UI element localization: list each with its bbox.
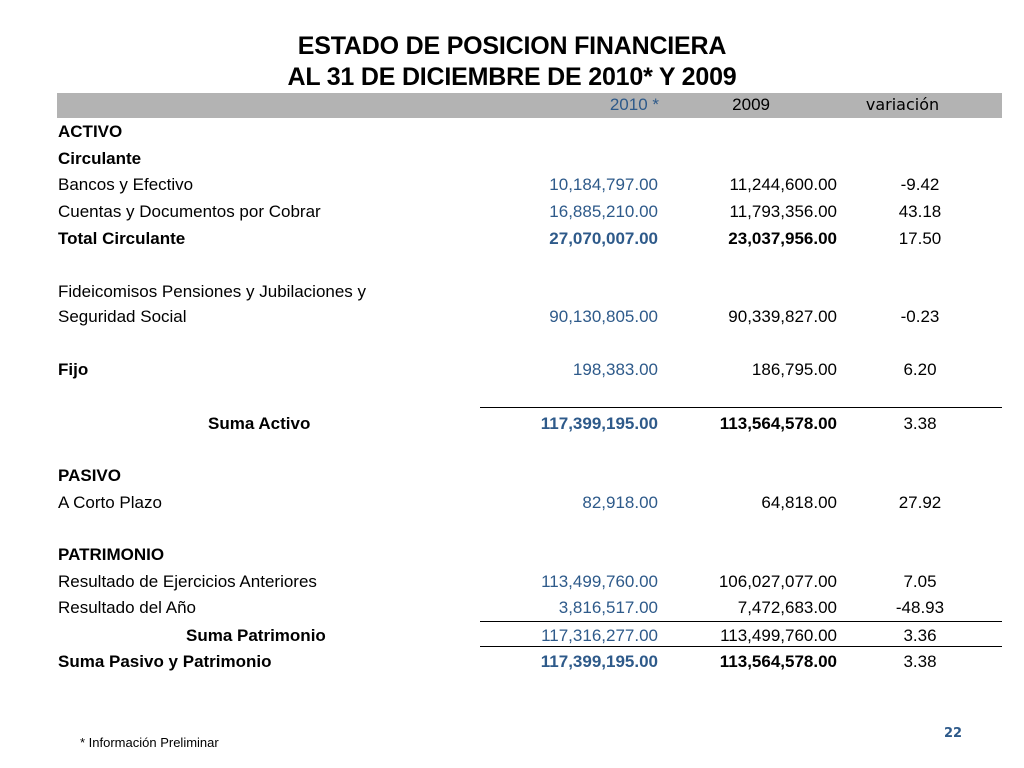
value-variacion: -48.93 xyxy=(895,598,945,617)
value-2009: 90,339,827.00 xyxy=(728,307,837,326)
value-variacion: 17.50 xyxy=(898,229,942,248)
row-label: PASIVO xyxy=(58,466,121,485)
row-label-line2: Seguridad Social xyxy=(58,307,187,326)
value-variacion: 3.38 xyxy=(903,652,937,671)
column-header-2010: 2010 * xyxy=(609,95,659,114)
row-label: Suma Patrimonio xyxy=(186,626,326,645)
value-2009: 113,564,578.00 xyxy=(719,652,837,671)
footnote: * Información Preliminar xyxy=(80,735,219,750)
row-label: Total Circulante xyxy=(58,229,186,248)
value-variacion: 7.05 xyxy=(903,572,937,591)
value-2009: 7,472,683.00 xyxy=(737,598,837,617)
page-title: ESTADO DE POSICION FINANCIERA xyxy=(297,32,727,60)
value-2010: 3,816,517.00 xyxy=(558,598,658,617)
row-label: Resultado del Año xyxy=(58,598,196,617)
value-2010: 117,399,195.00 xyxy=(540,414,658,433)
row-label: ACTIVO xyxy=(58,122,123,141)
page-subtitle: AL 31 DE DICIEMBRE DE 2010* Y 2009 xyxy=(287,63,737,91)
value-variacion: 6.20 xyxy=(903,360,937,379)
row-label: Bancos y Efectivo xyxy=(58,175,194,194)
row-label: Suma Pasivo y Patrimonio xyxy=(58,652,272,671)
row-label: A Corto Plazo xyxy=(58,493,162,512)
value-variacion: -9.42 xyxy=(900,175,940,194)
value-2010: 113,499,760.00 xyxy=(541,572,658,591)
value-2009: 11,793,356.00 xyxy=(729,202,837,221)
page-number: 22 xyxy=(944,726,963,741)
value-variacion: 3.38 xyxy=(903,414,937,433)
value-2010: 16,885,210.00 xyxy=(549,202,658,221)
column-header-variacion: variación xyxy=(865,95,940,114)
value-2009: 23,037,956.00 xyxy=(728,229,837,248)
row-label-line1: Fideicomisos Pensiones y Jubilaciones y xyxy=(58,282,367,301)
total-rule-pasivo-patrimonio xyxy=(480,646,1002,647)
row-label: Resultado de Ejercicios Anteriores xyxy=(58,572,317,591)
value-2010: 10,184,797.00 xyxy=(549,175,658,194)
value-2010: 27,070,007.00 xyxy=(549,229,658,248)
row-label: Fijo xyxy=(58,360,89,379)
value-variacion: 43.18 xyxy=(898,202,942,221)
row-label: Suma Activo xyxy=(208,414,311,433)
value-2009: 106,027,077.00 xyxy=(718,572,837,591)
row-label: Cuentas y Documentos por Cobrar xyxy=(58,202,321,221)
total-rule-patrimonio xyxy=(480,621,1002,622)
value-2009: 186,795.00 xyxy=(751,360,837,379)
value-2010: 198,383.00 xyxy=(572,360,658,379)
value-variacion: 3.36 xyxy=(903,626,937,645)
row-label: PATRIMONIO xyxy=(58,545,165,564)
value-2010: 117,399,195.00 xyxy=(540,652,658,671)
value-2010: 90,130,805.00 xyxy=(549,307,658,326)
column-header-2009: 2009 xyxy=(732,95,770,114)
value-2009: 113,499,760.00 xyxy=(720,626,837,645)
value-2009: 113,564,578.00 xyxy=(719,414,837,433)
value-2009: 64,818.00 xyxy=(761,493,837,512)
value-2010: 117,316,277.00 xyxy=(541,626,658,645)
value-2010: 82,918.00 xyxy=(582,493,658,512)
value-2009: 11,244,600.00 xyxy=(729,175,837,194)
total-rule-activo xyxy=(480,407,1002,408)
value-variacion: -0.23 xyxy=(900,307,940,326)
row-label: Circulante xyxy=(58,149,142,168)
value-variacion: 27.92 xyxy=(898,493,942,512)
